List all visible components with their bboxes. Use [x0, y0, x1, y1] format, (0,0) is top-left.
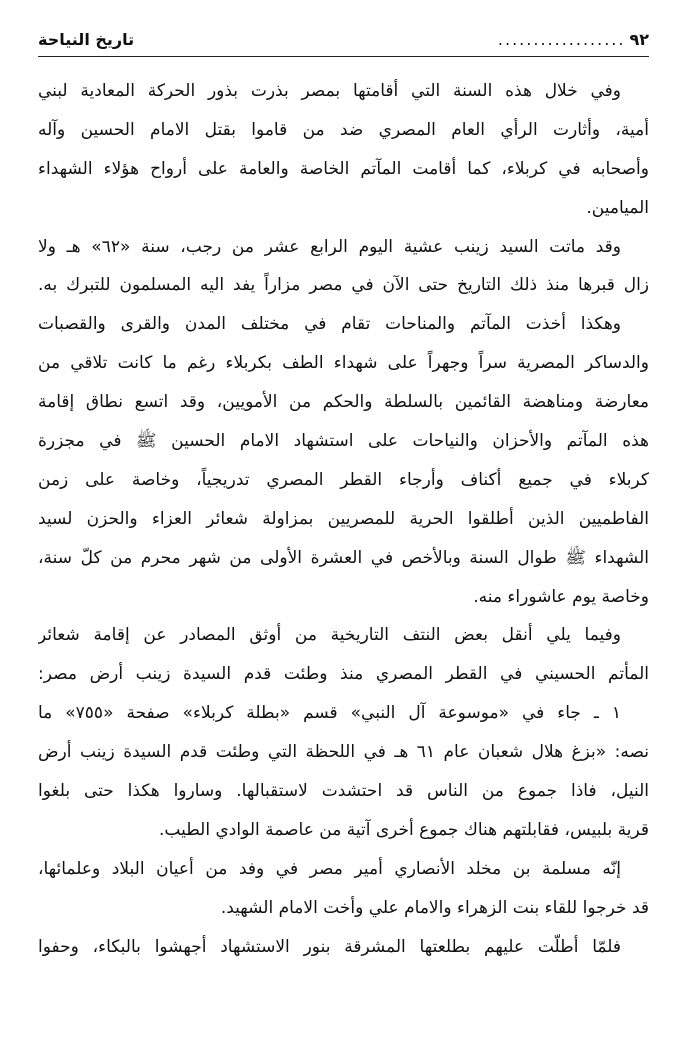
text-line: قرية بلبيس، فقابلتهم هناك جموع أخرى آتية من عاصمة الوادي الطيب. [159, 819, 649, 840]
text-line: وفي خلال هذه السنة التي أقامتها بمصر بذرت بذور الحركة المعادية لبني [38, 81, 621, 101]
text-line: كربلاء في جميع أكناف وأرجاء القطر المصري تدريجياً، وخاصة على زمن [38, 469, 649, 490]
text-line: وخاصة يوم عاشوراء منه. [473, 586, 649, 607]
page-header [38, 30, 649, 54]
text-line: قد خرجوا للقاء بنت الزهراء والامام علي وأخت الامام الشهيد. [220, 897, 649, 918]
running-title: تاريخ النياحة [38, 30, 135, 49]
header-rule [38, 56, 649, 57]
text-line: نصه: «بزغ هلال شعبان عام ٦١ هـ في اللحظة التي وطئت قدم السيدة زينب أرض [38, 742, 649, 763]
text-line: وأصحابه في كربلاء، كما أقامت المآتم الخاصة والعامة على أرواح هؤلاء الشهداء [38, 158, 649, 179]
text-line: وهكذا أخذت المآتم والمناحات تقام في مختلف المدن والقرى والقصبات [38, 314, 621, 335]
page-number: ٩٢ [629, 30, 649, 49]
text-line: أمية، وأثارت الرأي العام المصري ضد من قاموا بقتل الامام الحسين وآله [38, 119, 649, 140]
text-line: زال قبرها منذ ذلك التاريخ حتى الآن في مصر مزاراً يفد اليه المسلمون للتبرك به. [38, 275, 649, 296]
text-line: وقد ماتت السيد زينب عشية اليوم الرابع عشر من رجب، سنة «٦٢» هـ ولا [38, 236, 621, 257]
text-line: المأتم الحسيني في القطر المصري منذ وطئت قدم السيدة زينب أرض مصر: [38, 664, 649, 685]
text-line: فلمّا أطلّت عليهم بطلعتها المشرقة بنور الاستشهاد أجهشوا بالبكاء، وحفوا [38, 936, 621, 957]
text-line: الفاطميين الذين أطلقوا الحرية للمصريين بمزاولة شعائر العزاء والحزن لسيد [38, 508, 649, 529]
text-line: ١ ـ جاء في «موسوعة آل النبي» قسم «بطلة كربلاء» صفحة «٧٥٥» ما [38, 703, 621, 724]
text-line: الميامين. [586, 197, 649, 218]
text-line: معارضة ومناهضة القائمين بالسلطة والحكم من الأمويين، وقد اتسع نطاق إقامة [38, 392, 649, 413]
text-line: هذه المآتم والأحزان والنياحات على استشهاد الامام الحسين ﷺ في مجزرة [38, 431, 649, 452]
body-text [38, 72, 649, 966]
text-line: النيل، فاذا جموع من الناس قد احتشدت لاستقبالها. وساروا هكذا حتى بلغوا [38, 781, 649, 802]
text-line: الشهداء ﷺ طوال السنة وبالأخص في العشرة الأولى من شهر محرم من كلّ سنة، [38, 547, 649, 568]
text-line: والدساكر المصرية سراً وجهراً على شهداء الطف بكربلاء رغم ما كانت تلاقي من [38, 353, 649, 374]
text-line: إنّه مسلمة بن مخلد الأنصاري أمير مصر في وفد من أعيان البلاد وعلمائها، [38, 858, 621, 879]
header-dot-leader: .................. [497, 30, 626, 49]
text-line: وفيما يلي أنقل بعض النتف التاريخية من أوثق المصادر عن إقامة شعائر [38, 625, 621, 646]
